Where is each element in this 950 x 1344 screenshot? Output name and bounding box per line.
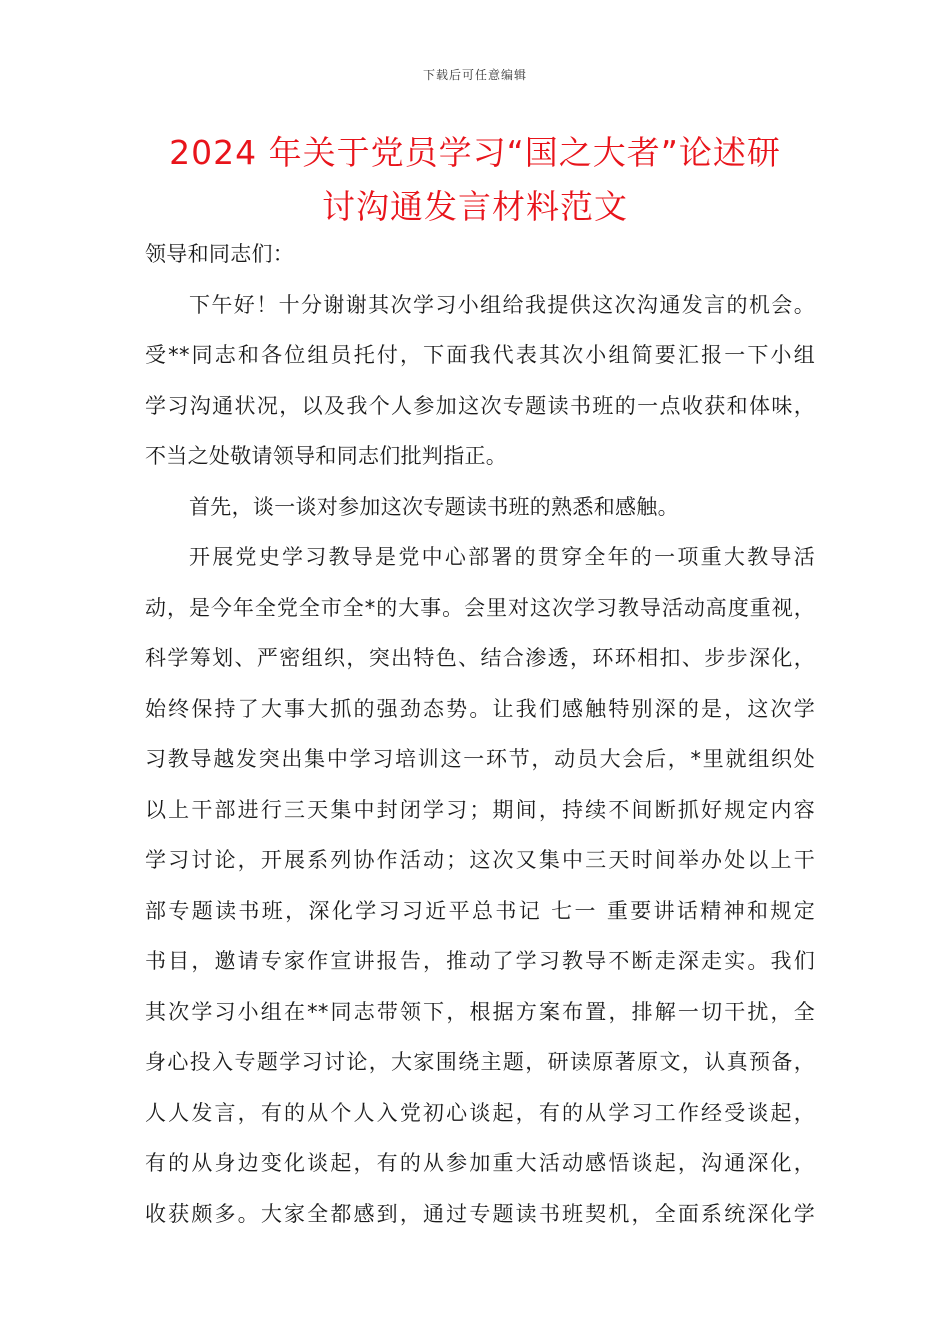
title-line-1: 2024 年关于党员学习“国之大者”论述研: [169, 133, 781, 172]
body-line: 身心投入专题学习讨论，大家围绕主题，研读原著原文，认真预备，: [145, 1050, 815, 1074]
body-line: 学习讨论，开展系列协作活动；这次又集中三天时间举办处以上干: [145, 848, 815, 872]
header-note: 下载后可任意编辑: [422, 68, 527, 82]
document-body: [145, 232, 815, 1242]
body-line: 不当之处敬请领导和同志们批判指正。: [145, 444, 508, 468]
body-line: 有的从身边变化谈起，有的从参加重大活动感悟谈起，沟通深化，: [145, 1151, 815, 1175]
document-title: [100, 126, 850, 234]
body-line: 部专题读书班，深化学习习近平总书记 七一 重要讲话精神和规定: [145, 898, 815, 923]
body-line: 始终保持了大事大抓的强劲态势。让我们感触特别深的是，这次学: [145, 696, 815, 721]
body-line: 收获颇多。大家全都感到，通过专题读书班契机，全面系统深化学: [145, 1201, 815, 1226]
body-line: 其次学习小组在**同志带领下，根据方案布置，排解一切干扰，全: [145, 999, 815, 1024]
body-line: 科学筹划、严密组织，突出特色、结合渗透，环环相扣、步步深化，: [145, 646, 815, 670]
body-line: 书目，邀请专家作宣讲报告，推动了学习教导不断走深走实。我们: [145, 949, 815, 973]
body-line: 开展党史学习教导是党中心部署的贯穿全年的一项重大教导活: [189, 545, 815, 569]
body-line: 首先，谈一谈对参加这次专题读书班的熟悉和感触。: [189, 494, 679, 519]
title-line-2: 讨沟通发言材料范文: [322, 187, 628, 226]
body-line: 以上干部进行三天集中封闭学习；期间，持续不间断抓好规定内容: [145, 797, 815, 822]
body-line: 下午好！十分谢谢其次学习小组给我提供这次沟通发言的机会。: [189, 292, 815, 317]
body-line: 学习沟通状况，以及我个人参加这次专题读书班的一点收获和体味，: [145, 393, 815, 418]
body-line: 习教导越发突出集中学习培训这一环节，动员大会后，*里就组织处: [145, 747, 815, 771]
body-line: 领导和同志们：: [145, 242, 295, 266]
body-line: 受**同志和各位组员托付，下面我代表其次小组简要汇报一下小组: [145, 343, 815, 367]
body-line: 人人发言，有的从个人入党初心谈起，有的从学习工作经受谈起，: [145, 1100, 815, 1125]
body-line: 动，是今年全党全市全*的大事。会里对这次学习教导活动高度重视，: [145, 595, 815, 620]
